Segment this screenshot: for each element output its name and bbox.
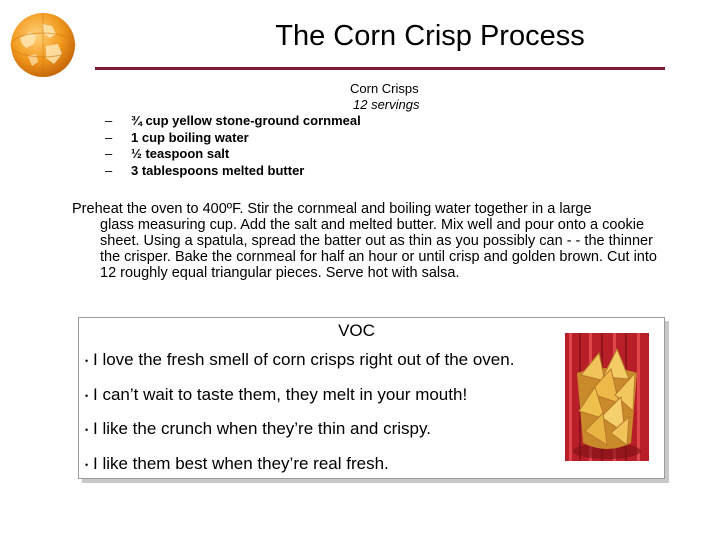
ingredient-text: ½ teaspoon salt bbox=[131, 146, 230, 161]
recipe-servings: 12 servings bbox=[353, 97, 420, 112]
voc-quote bbox=[85, 385, 514, 420]
bullet-icon: • bbox=[85, 425, 89, 435]
voc-quote-text: I can’t wait to taste them, they melt in your mouth! bbox=[93, 384, 468, 404]
recipe-instructions bbox=[72, 201, 672, 281]
recipe-name: Corn Crisps bbox=[350, 81, 419, 96]
instructions-continued: glass measuring cup. Add the salt and melted butter. Mix well and pour onto a cookie sheet. Using a spatula, spread the batter out as thin as you possibly can - - the thinner the crisper. Bake the cornmeal for half an hour or until crisp and golden brown. Cut into 12 roughly equal triangular pieces. Serve hot with salsa. bbox=[100, 217, 657, 281]
ingredient-item: – ¾ cup yellow stone-ground cornmeal bbox=[105, 113, 361, 128]
bullet-icon: • bbox=[85, 459, 89, 470]
voc-quote-text: I like the crunch when they’re thin and crispy. bbox=[93, 419, 431, 438]
ingredient-text: 1 cup boiling water bbox=[131, 129, 249, 145]
voc-quote bbox=[85, 419, 514, 454]
ingredient-item: – 1 cup boiling water bbox=[105, 129, 249, 145]
instructions-first-line: Preheat the oven to 400ºF. Stir the cornmeal and boiling water together in a large bbox=[72, 201, 592, 217]
voc-quote-list bbox=[85, 350, 514, 488]
globe-logo-icon bbox=[8, 10, 78, 80]
voc-quote bbox=[85, 350, 514, 385]
ingredient-text: 3 tablespoons melted butter bbox=[131, 162, 305, 178]
voc-title: VOC bbox=[338, 321, 375, 340]
bullet-icon: • bbox=[85, 356, 89, 366]
slide-title: The Corn Crisp Process bbox=[275, 20, 585, 52]
voc-quote-text: I like them best when they’re real fresh. bbox=[93, 453, 389, 473]
ingredient-item: – 3 tablespoons melted butter bbox=[105, 162, 305, 178]
ingredient-item: – ½ teaspoon salt bbox=[105, 146, 230, 161]
corn-chips-bowl-photo bbox=[565, 333, 649, 461]
ingredient-text: ¾ cup yellow stone-ground cornmeal bbox=[131, 113, 361, 128]
voc-quote bbox=[85, 454, 514, 489]
voc-quote-text: I love the fresh smell of corn crisps right out of the oven. bbox=[93, 350, 515, 369]
ingredient-list bbox=[105, 113, 361, 179]
bullet-icon: • bbox=[85, 390, 89, 401]
title-divider bbox=[95, 67, 665, 70]
